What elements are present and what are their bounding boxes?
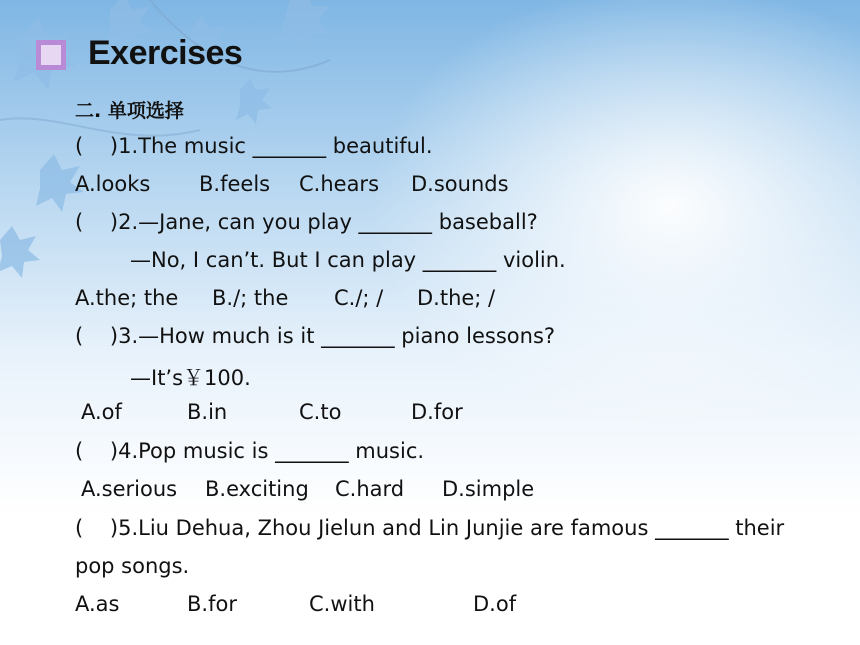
option: C.with [309,592,375,616]
option: A.as [75,592,120,616]
question-4-stem: ( )4.Pop music is _______ music. [75,439,425,463]
question-5-line2: pop songs. [75,554,190,578]
question-2-stem: ( )2.—Jane, can you play _______ baseball? [75,210,538,234]
option: A.serious [81,477,178,501]
option: D.for [411,400,463,424]
question-1-stem: ( )1.The music _______ beautiful. [75,134,433,158]
question-5-options [0,592,860,622]
question-3-line2: —It’s￥100. [130,366,251,390]
option: A.of [81,400,122,424]
option: B.exciting [205,477,309,501]
question-2-line2: —No, I can’t. But I can play _______ violin. [130,248,566,272]
question-4-options [0,477,860,507]
option: C.to [299,400,342,424]
option: A.looks [75,172,151,196]
option: A.the; the [75,286,179,310]
option: B.feels [199,172,271,196]
title-square-icon [36,40,66,70]
slide-title: Exercises [88,34,243,72]
question-1-options [0,172,860,202]
option: D.simple [442,477,535,501]
option: C.hard [335,477,405,501]
option: B.in [187,400,228,424]
option: B./; the [212,286,289,310]
question-2-options [0,286,860,316]
section-heading: 二. 单项选择 [75,100,184,122]
option: D.of [473,592,517,616]
option: B.for [187,592,237,616]
option: D.the; / [417,286,496,310]
question-5-stem: ( )5.Liu Dehua, Zhou Jielun and Lin Junjie are famous _______ their [75,516,785,540]
option: C.hears [299,172,380,196]
question-3-options [0,400,860,430]
question-3-stem: ( )3.—How much is it _______ piano lessons? [75,324,556,348]
option: C./; / [334,286,384,310]
option: D.sounds [411,172,509,196]
